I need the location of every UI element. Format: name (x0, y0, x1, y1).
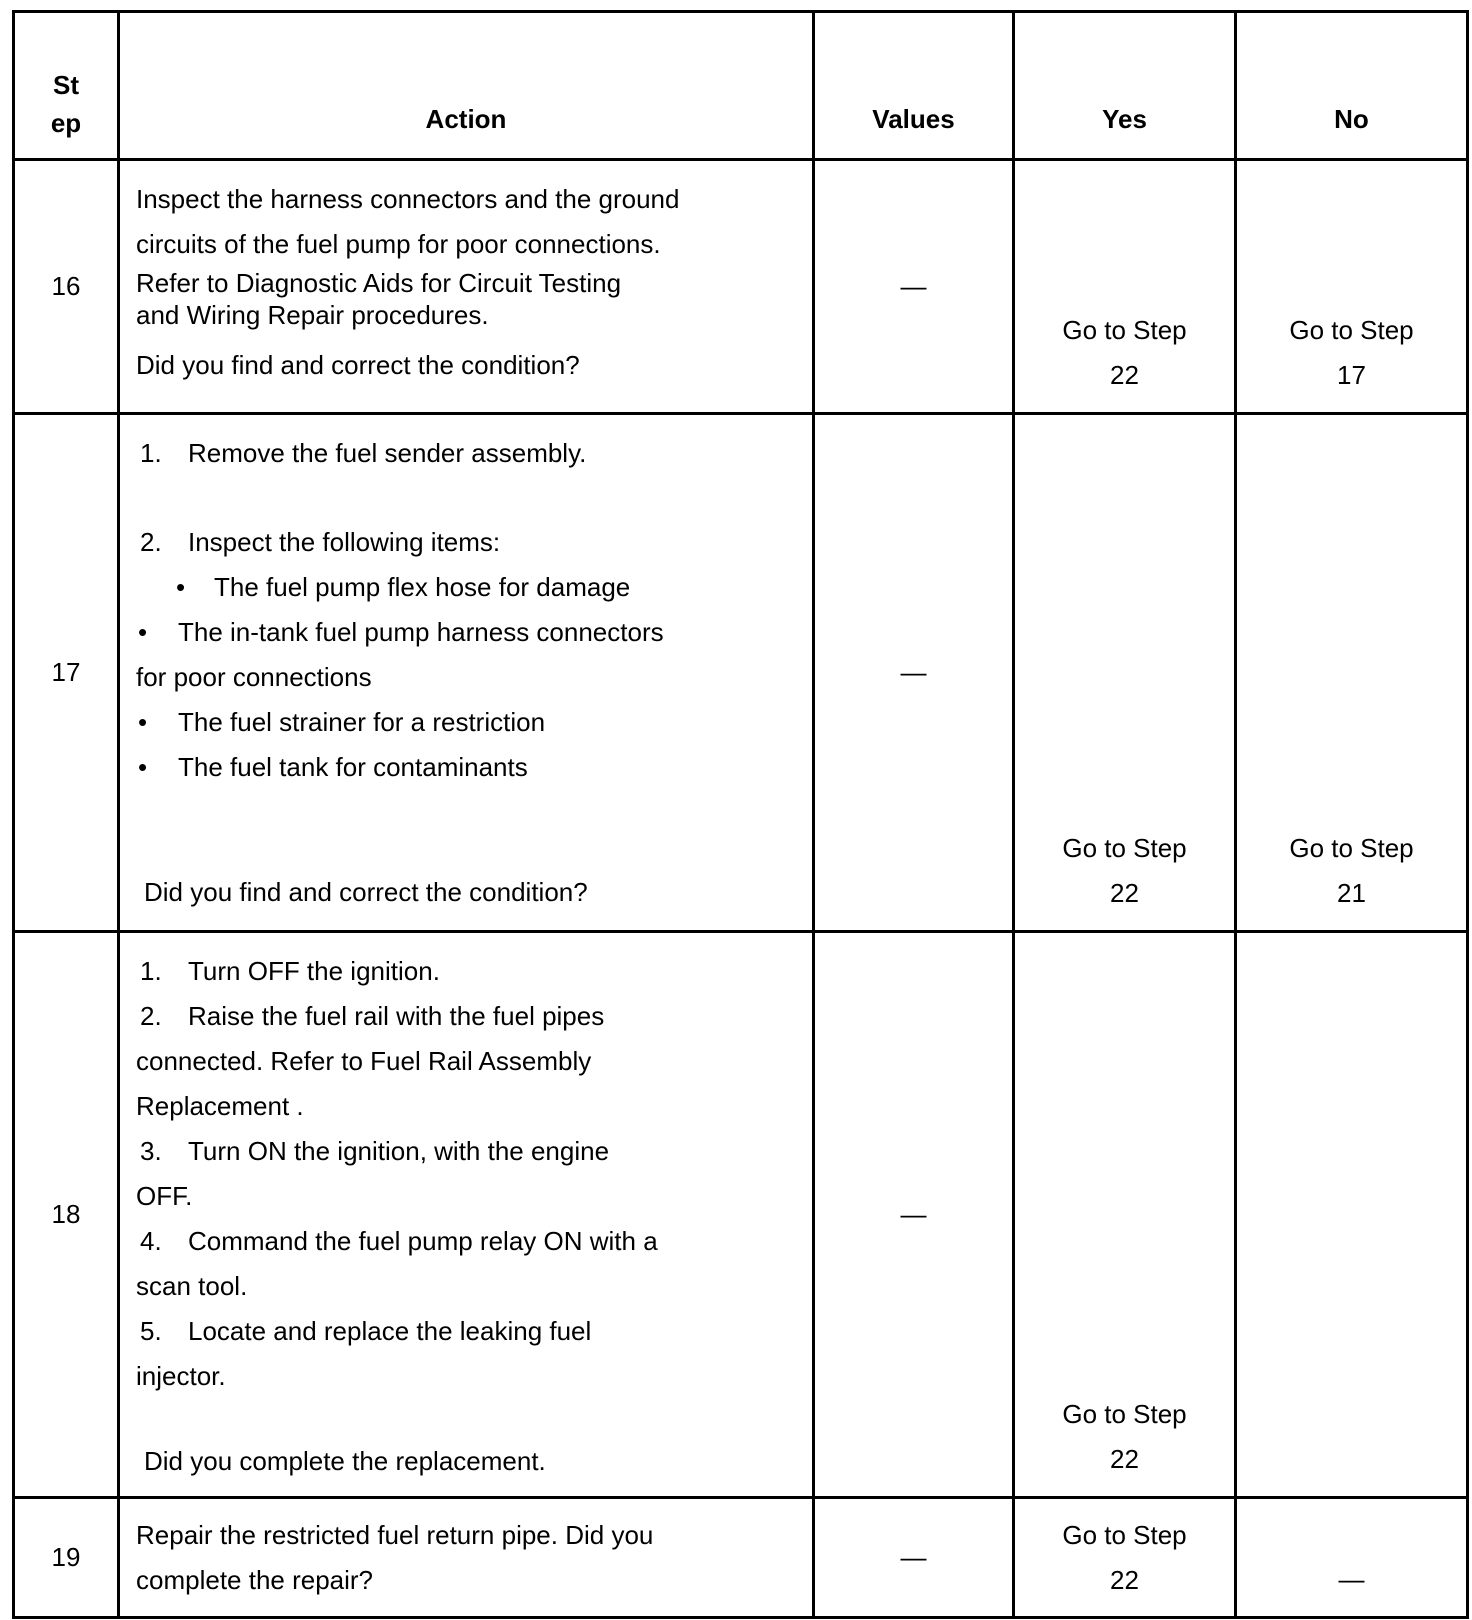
action-line: Refer to Diagnostic Aids for Circuit Testing (136, 268, 622, 298)
header-values: Values (814, 12, 1014, 160)
action-line: Inspect the harness connectors and the ground (136, 184, 680, 214)
yes-cell: Go to Step 22 (1014, 1498, 1236, 1618)
action-line: circuits of the fuel pump for poor connections. (136, 229, 661, 259)
table-row (14, 1498, 1468, 1618)
yes-cell: Go to Step 22 (1014, 160, 1236, 414)
action-question: Did you complete the replacement. (144, 1446, 546, 1476)
values-cell: — (814, 160, 1014, 414)
table-row (14, 160, 1468, 414)
table-row (14, 414, 1468, 932)
no-cell: — (1236, 1498, 1468, 1618)
table-row (14, 932, 1468, 1498)
header-row (14, 12, 1468, 160)
action-line: and Wiring Repair procedures. (136, 300, 489, 330)
header-action: Action (119, 12, 814, 160)
action-cell: 1. Turn OFF the ignition. 2. Raise the fuel rail with the fuel pipes connected. Refer to Fuel Rail Assembly Replacement . 3. Turn ON the ignition, with the engine OFF. 4. Command the fuel pump relay ON with a scan tool. 5. Locate and replace the leaking fuel injector. Did you complete the replacement. (119, 932, 814, 1498)
step-number: 18 (14, 932, 119, 1498)
yes-cell: Go to Step 22 (1014, 932, 1236, 1498)
no-cell: Go to Step 21 (1236, 414, 1468, 932)
diagnostic-table (12, 10, 1469, 1619)
step-number: 19 (14, 1498, 119, 1618)
action-cell: Repair the restricted fuel return pipe. Did you complete the repair? (119, 1498, 814, 1618)
header-step: St ep (14, 12, 119, 160)
action-question: Did you find and correct the condition? (136, 350, 580, 380)
header-no: No (1236, 12, 1468, 160)
action-question: Did you find and correct the condition? (144, 877, 588, 907)
step-number: 16 (14, 160, 119, 414)
step-number: 17 (14, 414, 119, 932)
yes-cell: Go to Step 22 (1014, 414, 1236, 932)
action-cell: 1. Remove the fuel sender assembly. 2. Inspect the following items: • The fuel pump flex hose for damage • The in-tank fuel pump harness connectors for poor connections • The fuel strainer for a restriction • The fuel tank for contaminants Did you find and correct the condition? (119, 414, 814, 932)
values-cell: — (814, 932, 1014, 1498)
values-cell: — (814, 1498, 1014, 1618)
no-cell: Go to Step 17 (1236, 160, 1468, 414)
action-cell (119, 160, 814, 414)
values-cell: — (814, 414, 1014, 932)
no-cell (1236, 932, 1468, 1498)
header-yes: Yes (1014, 12, 1236, 160)
